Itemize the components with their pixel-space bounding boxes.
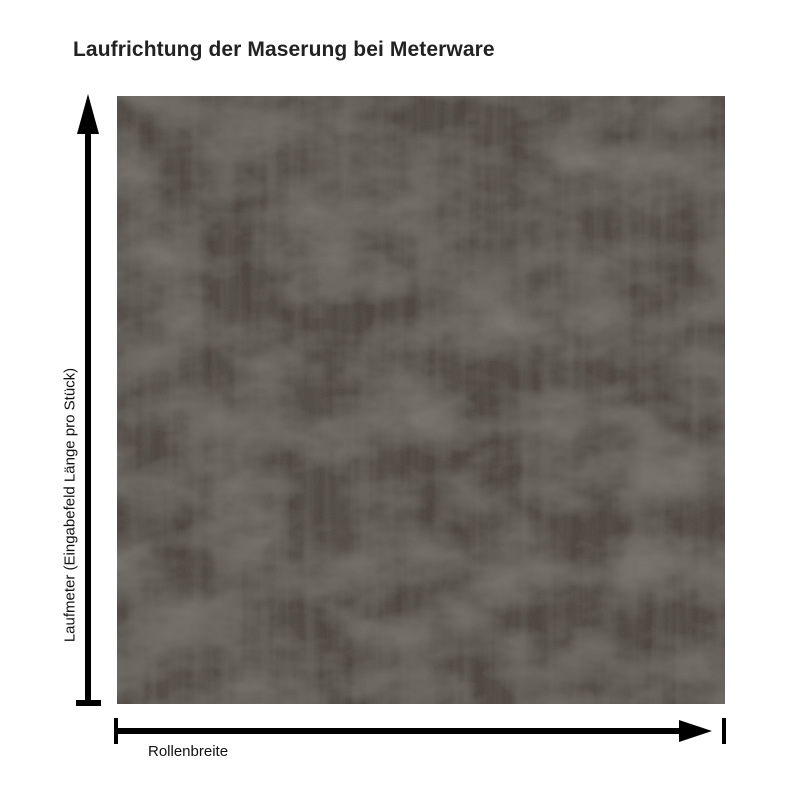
material-swatch (117, 96, 725, 704)
page-title: Laufrichtung der Maserung bei Meterware (73, 38, 495, 61)
horizontal-axis-label: Rollenbreite (148, 743, 229, 760)
concrete-texture-image (117, 96, 725, 704)
horizontal-arrow (116, 718, 724, 744)
vertical-arrow (76, 94, 101, 703)
vertical-axis-label: Laufmeter (Eingabefeld Länge pro Stück) (61, 367, 79, 643)
